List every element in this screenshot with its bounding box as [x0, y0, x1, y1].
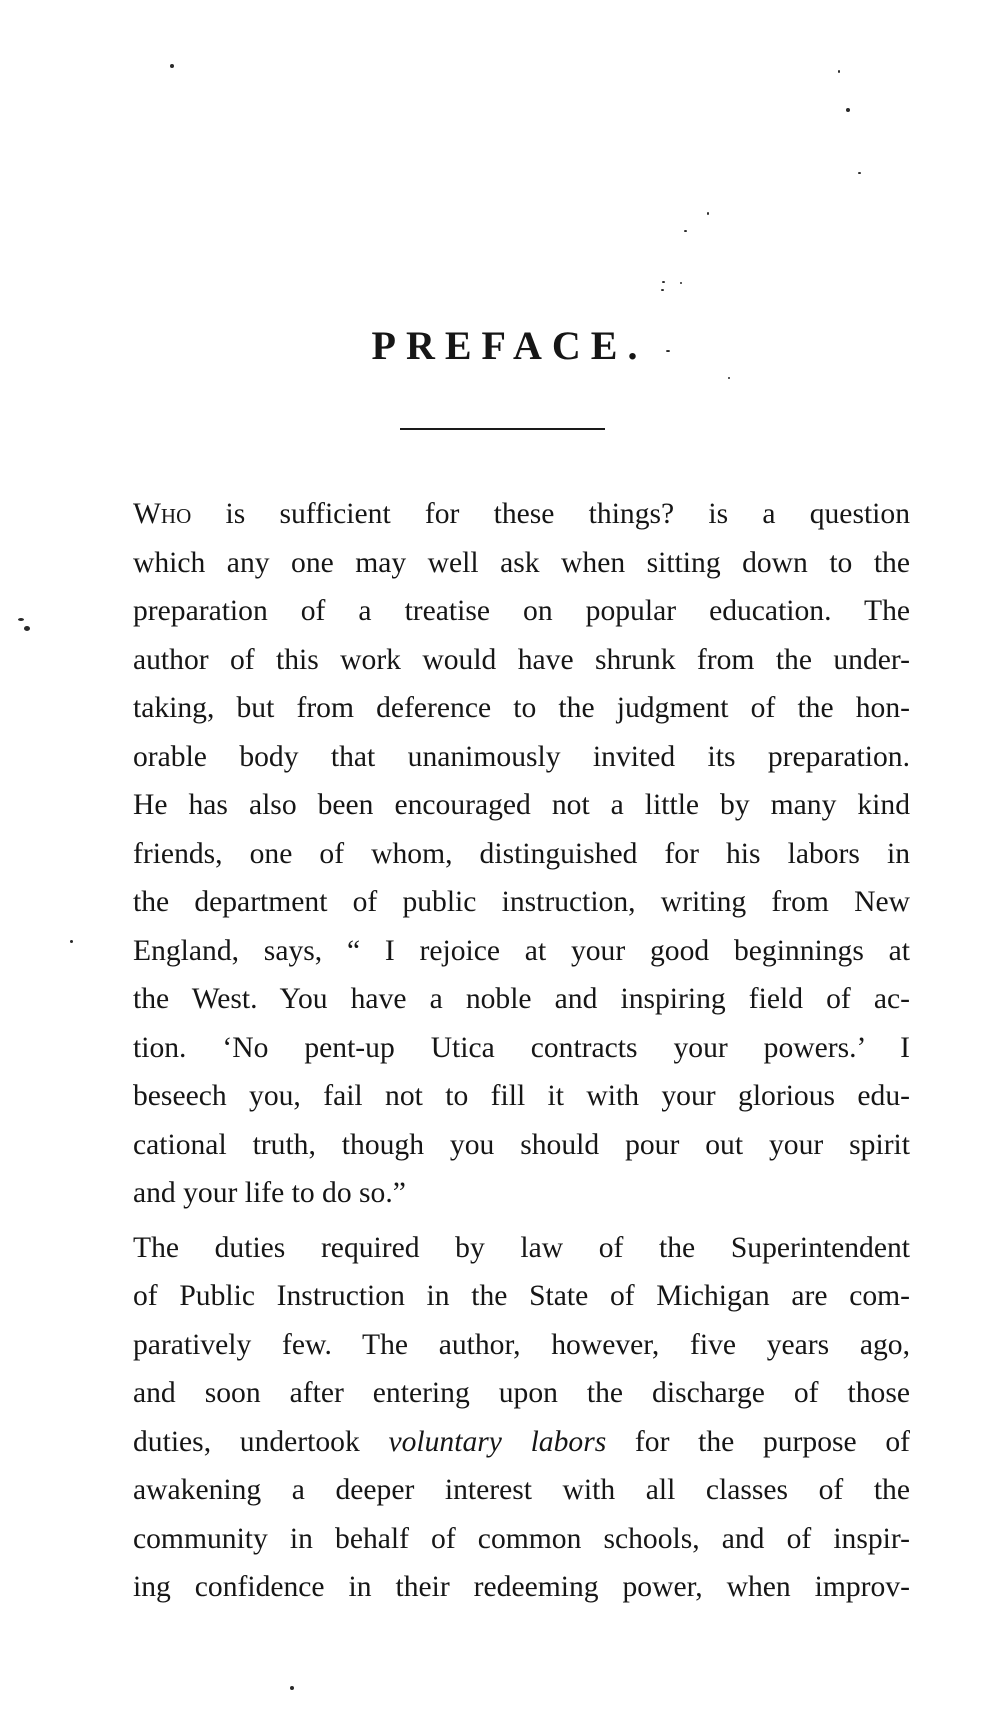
text-line: beseech you, fail not to fill it with your glorious edu- — [133, 1080, 910, 1112]
text-line: author of this work would have shrunk from the under- — [133, 643, 910, 676]
text-line: the West. You have a noble and inspiring field of ac- — [133, 983, 910, 1015]
scan-speck — [684, 230, 687, 232]
text-line: and soon after entering upon the discharge of those — [133, 1377, 910, 1409]
drop-word: Who — [133, 498, 192, 530]
scan-speck — [846, 108, 850, 112]
italic-phrase: voluntary labors — [388, 1425, 607, 1458]
scan-speck — [290, 1686, 294, 1690]
text-line: and your life to do so.” — [133, 1177, 406, 1209]
text-line: tion. ‘No pent-up Utica contracts your powers.’ I — [133, 1031, 910, 1064]
text-line: of Public Instruction in the State of Michigan are com- — [133, 1280, 910, 1312]
text-line: awakening a deeper interest with all classes of the — [133, 1474, 910, 1506]
paragraph-1 — [95, 490, 910, 1218]
text-line: England, says, “ I rejoice at your good beginnings at — [133, 934, 910, 967]
text-line: cational truth, though you should pour out your spirit — [133, 1128, 910, 1161]
text-line: friends, one of whom, distinguished for his labors in — [133, 837, 910, 870]
text-line: taking, but from deference to the judgment of the hon- — [133, 692, 910, 724]
text-line: He has also been encouraged not a little by many kind — [133, 789, 910, 821]
paragraph-2 — [95, 1224, 910, 1612]
scan-speck — [170, 64, 174, 68]
scan-speck — [680, 282, 682, 284]
scan-speck — [661, 289, 664, 291]
scan-speck — [24, 626, 30, 631]
text-line: preparation of a treatise on popular education. The — [133, 595, 910, 627]
text-line: ing confidence in their redeeming power, when improv- — [133, 1571, 910, 1603]
text-line: community in behalf of common schools, and of inspir- — [133, 1522, 910, 1555]
title-rule — [400, 428, 605, 430]
page-title: PREFACE. — [371, 323, 648, 368]
scan-speck — [70, 940, 73, 943]
text-line: paratively few. The author, however, five years ago, — [133, 1328, 910, 1361]
text-line: The duties required by law of the Superintendent — [133, 1231, 910, 1264]
text-line: Who is sufficient for these things? is a question — [133, 498, 910, 530]
text-line: orable body that unanimously invited its preparation. — [133, 740, 910, 773]
scan-speck — [662, 281, 665, 283]
text-line: the department of public instruction, writing from New — [133, 886, 910, 918]
text-line: duties, undertook voluntary labors for the purpose of — [133, 1425, 910, 1458]
scan-speck — [18, 618, 24, 621]
scan-speck — [707, 212, 709, 215]
scan-speck — [838, 70, 840, 73]
text-line: which any one may well ask when sitting down to the — [133, 546, 910, 579]
scan-speck — [858, 172, 861, 174]
body-text — [95, 490, 910, 1612]
scan-speck — [728, 377, 730, 379]
